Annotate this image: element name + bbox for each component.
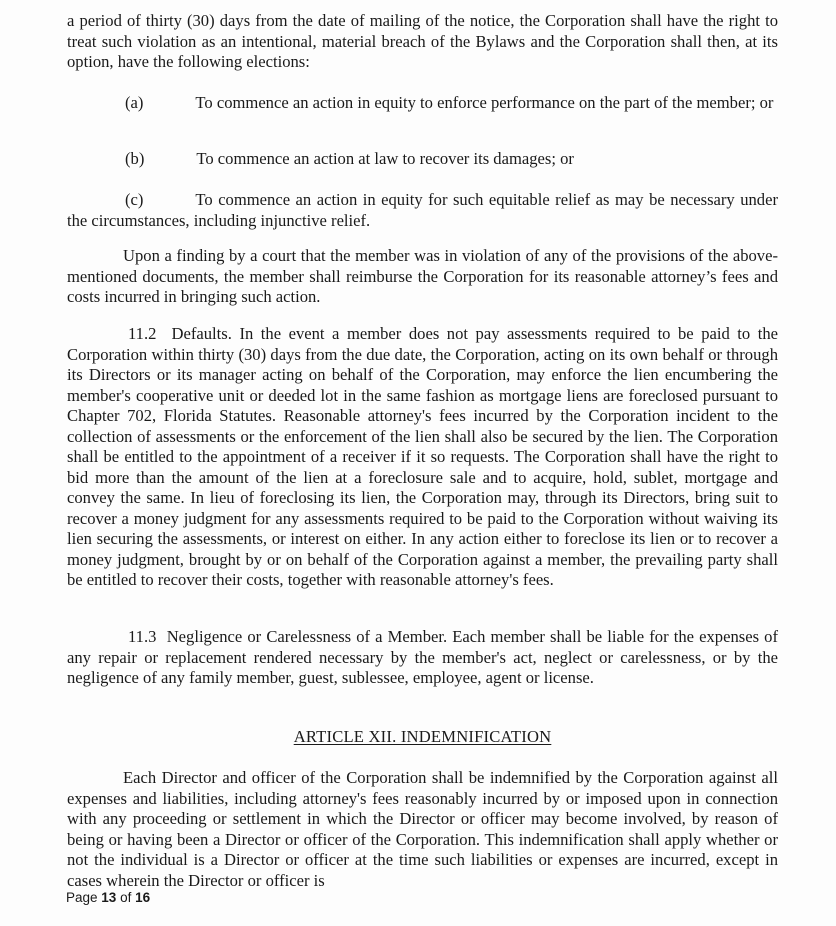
section-11-2 xyxy=(67,324,778,591)
paragraph-text: Each Director and officer of the Corporation shall be indemnified by the Corporation against all expenses and liabilities, including attorney's fees reasonably incurred by or imposed upon in connection with any proceeding or settlement in which the Director or officer may become involved, by reason of being or having been a Director or officer of the Corporation. This indemnification shall apply whether or not the individual is a Director or officer at the time such liabilities or expenses are incurred, except in cases wherein the Director or officer is xyxy=(67,768,778,890)
section-number: 11.2 xyxy=(128,324,157,343)
page-total: 16 xyxy=(135,890,151,905)
section-title: Negligence or Carelessness of a Member. xyxy=(166,627,448,646)
list-item-text: To commence an action in equity for such equitable relief as may be necessary under the circumstances, including injunctive relief. xyxy=(67,190,778,230)
list-item-label: (c) xyxy=(125,190,144,209)
paragraph-reimbursement xyxy=(67,246,778,308)
page-of-label: of xyxy=(120,890,132,905)
list-item-label: (a) xyxy=(125,93,144,112)
article-heading: ARTICLE XII. INDEMNIFICATION xyxy=(293,727,552,746)
list-item-a xyxy=(67,93,778,114)
section-11-3 xyxy=(67,627,778,689)
list-item-text: To commence an action in equity to enforce performance on the part of the member; or xyxy=(195,93,774,112)
article-heading-block xyxy=(67,727,778,748)
page-label: Page xyxy=(66,890,98,905)
list-item-b xyxy=(67,149,778,170)
list-item-text: To commence an action at law to recover its damages; or xyxy=(196,149,574,168)
paragraph-text: a period of thirty (30) days from the date of mailing of the notice, the Corporation shall have the right to treat such violation as an intentional, material breach of the Bylaws and the Corporation shall then, at its option, have the following elections: xyxy=(67,11,778,71)
section-text: In the event a member does not pay assessments required to be paid to the Corporation within thirty (30) days from the due date, the Corporation, acting on its own behalf or through its Directors or its manager acting on behalf of the Corporation, may enforce the lien encumbering the member's cooperative unit or deeded lot in the same fashion as mortgage liens are foreclosed pursuant to Chapter 702, Florida Statutes. Reasonable attorney's fees incurred by the Corporation incident to the collection of assessments or the enforcement of the lien shall also be secured by the lien. The Corporation shall be entitled to the appointment of a receiver if it so requests. The Corporation shall have the right to bid more than the amount of the lien at a foreclosure sale and to acquire, hold, sublet, mortgage and convey the same. In lieu of foreclosing its lien, the Corporation may, through its Directors, bring suit to recover a money judgment for any assessments required to be paid to the Corporation without waiving its lien securing the assessments, or interest on either. In any action either to foreclose its lien or to recover a money judgment, brought by or on behalf of the Corporation against a member, the prevailing party shall be entitled to recover their costs, together with reasonable attorney's fees. xyxy=(67,324,779,589)
page-number: 13 xyxy=(101,890,117,905)
list-item-label: (b) xyxy=(125,149,145,168)
page-footer xyxy=(66,890,150,905)
paragraph-elections xyxy=(67,11,778,73)
section-title: Defaults. xyxy=(171,324,232,343)
list-item-c xyxy=(67,190,778,231)
paragraph-indemnification xyxy=(67,768,778,891)
section-number: 11.3 xyxy=(128,627,157,646)
paragraph-text: Upon a finding by a court that the member was in violation of any of the provisions of the above-mentioned documents, the member shall reimburse the Corporation for its reasonable attorney’s fees and costs incurred in bringing such action. xyxy=(67,246,778,306)
section-text: Each member shall be liable for the expenses of any repair or replacement rendered necessary by the member's act, neglect or carelessness, or by the negligence of any family member, guest, sublessee, employee, agent or license. xyxy=(67,627,778,687)
